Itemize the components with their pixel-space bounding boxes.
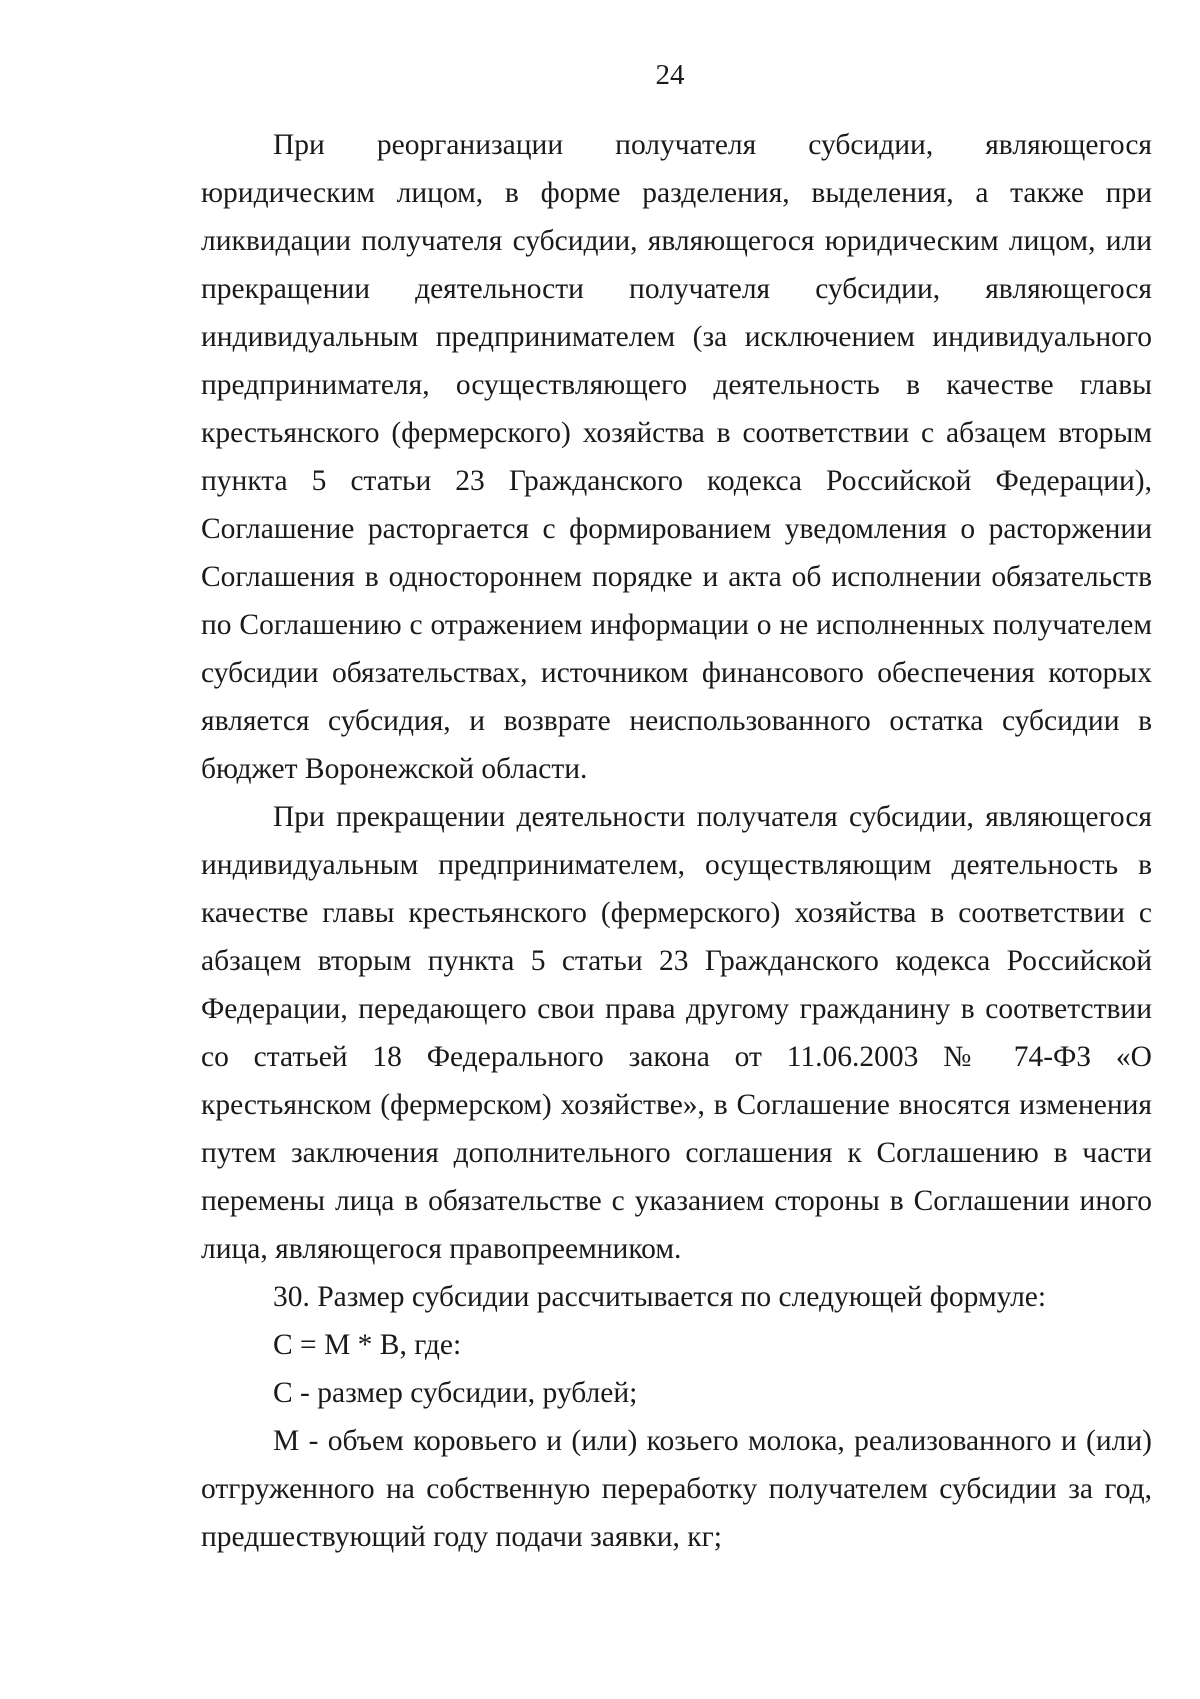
formula-intro: 30. Размер субсидии рассчитывается по следующей формуле: [273, 1281, 1047, 1313]
page-number: 24 [655, 59, 685, 91]
formula: С = М * В, где: [273, 1329, 462, 1361]
definition-c: С - размер субсидии, рублей; [273, 1377, 638, 1409]
definition-m: М - объем коровьего и (или) козьего молока, реализованного и (или) отгруженного на собственную переработку получателем субсидии за год, предшествующий году подачи заявки, кг; [201, 1425, 1152, 1553]
paragraph-reorganization: При реорганизации получателя субсидии, являющегося юридическим лицом, в форме разделения, выделения, а также при ликвидации получателя субсидии, являющегося юридическим лицом, или прекращении деятельности получателя субсидии, являющегося индивидуальным предпринимателем (за исключением индивидуального предпринимателя, осуществляющего деятельность в качестве главы крестьянского (фермерского) хозяйства в соответствии с абзацем вторым пункта 5 статьи 23 Гражданского кодекса Российской Федерации), Соглашение расторгается с формированием уведомления о расторжении Соглашения в одностороннем порядке и акта об исполнении обязательств по Соглашению с отражением информации о не исполненных получателем субсидии обязательствах, источником финансового обеспечения которых является субсидия, и возврате неиспользованного остатка субсидии в бюджет Воронежской области. [201, 129, 1152, 785]
document-body [201, 121, 1152, 1561]
paragraph-termination: При прекращении деятельности получателя субсидии, являющегося индивидуальным предпринимателем, осуществляющим деятельность в качестве главы крестьянского (фермерского) хозяйства в соответствии с абзацем вторым пункта 5 статьи 23 Гражданского кодекса Российской Федерации, передающего свои права другому гражданину в соответствии со статьей 18 Федерального закона от 11.06.2003 № 74-ФЗ «О крестьянском (фермерском) хозяйстве», в Соглашение вносятся изменения путем заключения дополнительного соглашения к Соглашению в части перемены лица в обязательстве с указанием стороны в Соглашении иного лица, являющегося правопреемником. [201, 801, 1152, 1265]
